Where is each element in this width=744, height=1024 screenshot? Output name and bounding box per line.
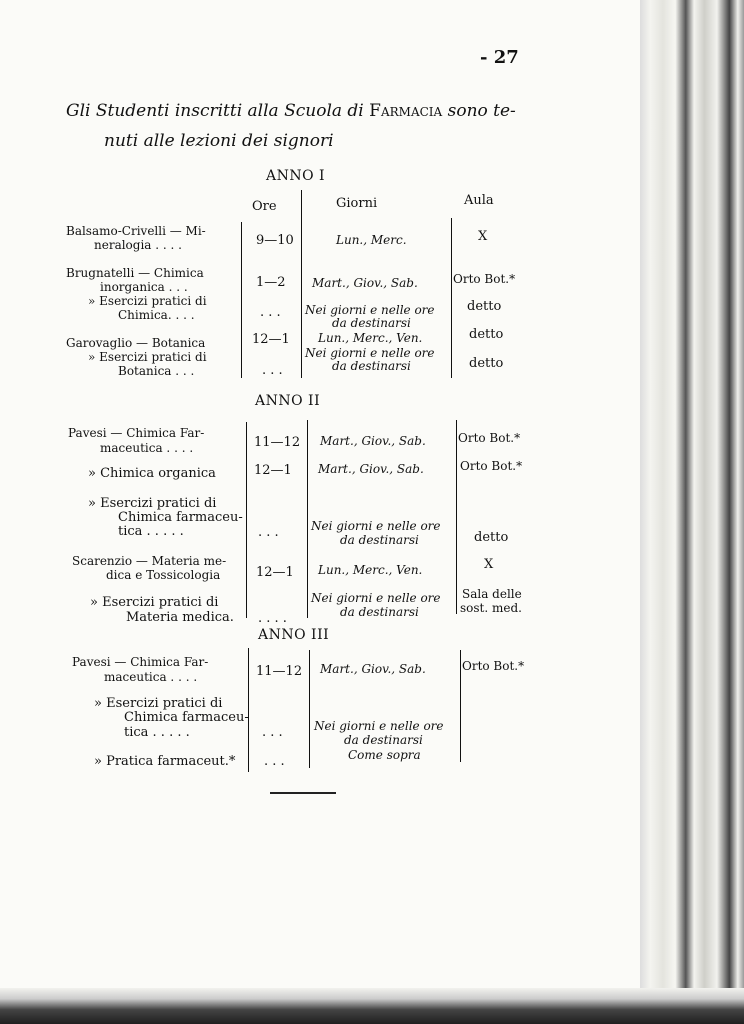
header-giorni: Giorni [336,196,378,211]
course-line: » Esercizi pratici di [88,350,207,364]
aula-cell: detto [474,530,509,545]
aula-cell: detto [469,327,504,342]
giorni-cell: Mart., Giov., Sab. [318,462,424,476]
course-line: tica . . . . . [124,725,190,740]
anno-1-rule-1 [241,222,242,378]
intro-line1-a: Gli Studenti inscritti alla Scuola di [66,101,364,121]
course-line: dica e Tossicologia [106,568,221,582]
course-line: Pavesi — Chimica Far- [72,655,209,669]
anno-3-rule-2 [309,650,310,768]
aula-cell: detto [467,299,502,314]
giorni-cell: Come sopra [348,748,421,762]
giorni-cell: Nei giorni e nelle ore [311,519,441,533]
header-aula: Aula [464,193,494,208]
course-line: » Esercizi pratici di [88,496,217,511]
anno-2-rule-3 [456,420,457,614]
giorni-cell: da destinarsi [340,605,419,619]
giorni-cell: Nei giorni e nelle ore [305,303,435,317]
course-line: Materia medica. [126,610,234,625]
giorni-cell: Mart., Giov., Sab. [320,434,426,448]
ore-cell: . . . [260,305,281,320]
course-line: Brugnatelli — Chimica [66,266,204,280]
intro-line1-b: sono te- [447,101,516,121]
aula-cell: Orto Bot.* [460,459,523,473]
giorni-cell: Mart., Giov., Sab. [312,276,418,290]
ore-cell: 12—1 [252,332,290,347]
anno-2-title: ANNO II [255,393,321,409]
giorni-cell: Mart., Giov., Sab. [320,662,426,676]
ore-cell: 11—12 [254,435,301,450]
anno-1-rule-2 [301,190,302,378]
course-line: » Esercizi pratici di [94,696,223,711]
course-line: neralogia . . . . [94,238,182,252]
anno-3-rule-3 [460,650,461,762]
giorni-cell: da destinarsi [344,733,423,747]
aula-cell: X [484,557,494,572]
course-line: Chimica. . . . [118,308,195,322]
ore-cell: . . . [262,363,283,378]
aula-cell: detto [469,356,504,371]
ore-cell: 12—1 [254,463,292,478]
course-line: » Esercizi pratici di [88,294,207,308]
ore-cell: . . . [264,754,285,769]
aula-cell: Orto Bot.* [458,431,521,445]
giorni-cell: Lun., Merc., Ven. [318,563,423,577]
intro-line2: nuti alle lezioni dei signori [104,131,334,151]
course-line: Chimica farmaceu- [118,510,243,525]
ore-cell: 12—1 [256,565,294,580]
ore-cell: 11—12 [256,664,303,679]
anno-2-rule-1 [246,422,247,618]
course-line: inorganica . . . [100,280,188,294]
giorni-cell: Nei giorni e nelle ore [311,591,441,605]
giorni-cell: da destinarsi [332,359,411,373]
intro-paragraph [66,96,526,156]
header-ore: Ore [252,199,277,214]
course-line: Pavesi — Chimica Far- [68,426,205,440]
giorni-cell: Nei giorni e nelle ore [314,719,444,733]
book-bottom-edge [0,988,744,1024]
ore-cell: . . . [258,525,279,540]
anno-2-rule-2 [307,420,308,618]
giorni-cell: da destinarsi [332,316,411,330]
course-line: maceutica . . . . [104,670,198,684]
aula-cell: Orto Bot.* [462,659,525,673]
course-line: Garovaglio — Botanica [66,336,206,350]
anno-1-rule-3 [451,218,452,378]
course-line: » Chimica organica [88,466,216,481]
closing-rule [270,792,336,794]
giorni-cell: da destinarsi [340,533,419,547]
anno-3-title: ANNO III [258,627,330,643]
course-line: tica . . . . . [118,524,184,539]
giorni-cell: Lun., Merc. [336,233,407,247]
giorni-cell: Nei giorni e nelle ore [305,346,435,360]
anno-1-title: ANNO I [266,168,326,184]
book-edge [640,0,744,1024]
ore-cell: 1—2 [256,275,286,290]
aula-cell: Orto Bot.* [453,272,516,286]
course-line: maceutica . . . . [100,441,194,455]
aula-cell: Sala delle [462,587,522,601]
course-line: Chimica farmaceu- [124,710,249,725]
intro-faculty-name: Farmacia [369,101,443,121]
aula-cell: X [478,229,488,244]
giorni-cell: Lun., Merc., Ven. [318,331,423,345]
ore-cell: . . . [262,725,283,740]
course-line: Botanica . . . [118,364,195,378]
ore-cell: 9—10 [256,233,294,248]
course-line: » Esercizi pratici di [90,595,219,610]
course-line: Scarenzio — Materia me- [72,554,227,568]
course-line: » Pratica farmaceut.* [94,754,236,769]
aula-cell: sost. med. [460,601,522,615]
course-line: Balsamo-Crivelli — Mi- [66,224,206,238]
ore-cell: . . . . [258,611,287,626]
page-number: - 27 [480,47,519,68]
